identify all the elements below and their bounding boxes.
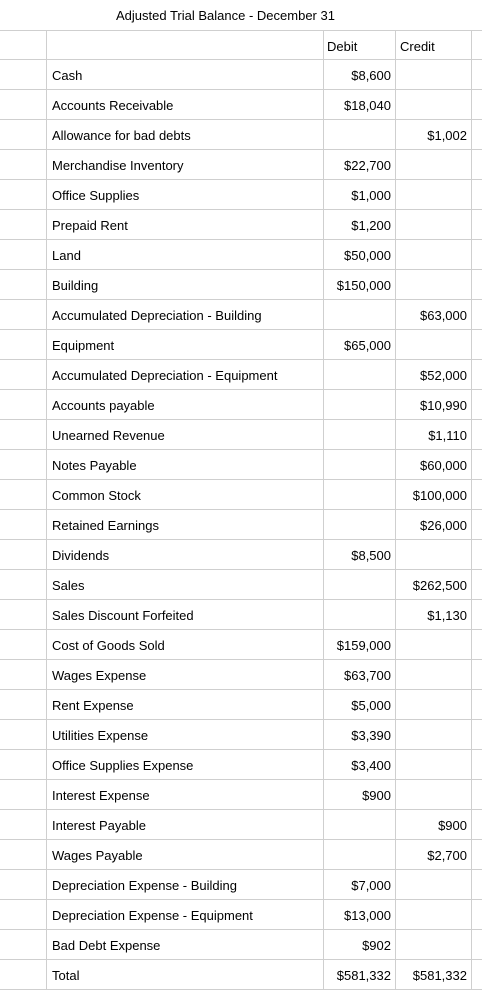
credit-cell[interactable] (396, 600, 472, 629)
debit-cell[interactable] (324, 420, 396, 449)
table-row (0, 840, 482, 870)
table-row (0, 150, 482, 180)
cell[interactable] (0, 750, 47, 779)
credit-cell[interactable] (396, 630, 472, 659)
account-name: Retained Earnings (52, 518, 159, 533)
account-cell[interactable] (47, 300, 324, 329)
debit-cell[interactable] (324, 630, 396, 659)
credit-amount: $60,000 (420, 458, 467, 473)
cell[interactable] (472, 150, 482, 179)
credit-cell[interactable] (396, 120, 472, 149)
account-name: Accounts payable (52, 398, 155, 413)
credit-amount: $581,332 (412, 968, 467, 983)
account-name: Interest Payable (52, 818, 146, 833)
debit-cell[interactable] (324, 570, 396, 599)
account-name: Wages Expense (52, 668, 147, 683)
cell[interactable] (472, 810, 482, 839)
table-row (0, 240, 482, 270)
cell[interactable] (472, 720, 482, 749)
debit-amount: $900 (362, 788, 391, 803)
table-row (0, 960, 482, 990)
table-row (0, 870, 482, 900)
debit-cell[interactable] (324, 360, 396, 389)
debit-amount: $581,332 (336, 968, 391, 983)
cell[interactable] (472, 420, 482, 449)
cell[interactable] (472, 570, 482, 599)
cell[interactable] (0, 810, 47, 839)
table-row (0, 210, 482, 240)
debit-amount: $3,400 (351, 758, 391, 773)
credit-cell[interactable] (396, 240, 472, 269)
account-cell[interactable] (47, 150, 324, 179)
account-name: Allowance for bad debts (52, 128, 191, 143)
credit-cell[interactable] (396, 270, 472, 299)
debit-cell[interactable] (324, 900, 396, 929)
debit-amount: $13,000 (344, 908, 391, 923)
account-name: Equipment (52, 338, 115, 353)
cell[interactable] (0, 660, 47, 689)
debit-cell[interactable] (324, 330, 396, 359)
cell[interactable] (0, 120, 47, 149)
cell[interactable] (0, 900, 47, 929)
debit-cell[interactable] (324, 540, 396, 569)
debit-cell[interactable] (324, 600, 396, 629)
credit-cell[interactable] (396, 420, 472, 449)
cell[interactable] (472, 960, 482, 989)
cell[interactable] (0, 240, 47, 269)
debit-cell[interactable] (324, 480, 396, 509)
debit-cell[interactable] (324, 930, 396, 959)
table-row (0, 750, 482, 780)
account-cell[interactable] (47, 780, 324, 809)
account-cell[interactable] (47, 210, 324, 239)
credit-cell[interactable] (396, 690, 472, 719)
credit-amount: $63,000 (420, 308, 467, 323)
debit-cell[interactable] (324, 150, 396, 179)
credit-cell[interactable] (396, 900, 472, 929)
account-name: Utilities Expense (52, 728, 149, 743)
debit-amount: $1,000 (351, 188, 391, 203)
account-name: Bad Debt Expense (52, 938, 161, 953)
cell[interactable] (472, 750, 482, 779)
cell[interactable] (472, 540, 482, 569)
debit-amount: $8,500 (351, 548, 391, 563)
account-cell[interactable] (47, 120, 324, 149)
credit-cell[interactable] (396, 210, 472, 239)
credit-cell[interactable] (396, 300, 472, 329)
cell[interactable] (472, 360, 482, 389)
cell[interactable] (0, 780, 47, 809)
debit-cell[interactable] (324, 90, 396, 119)
cell[interactable] (0, 630, 47, 659)
debit-amount: $5,000 (351, 698, 391, 713)
account-name: Depreciation Expense - Equipment (52, 908, 253, 923)
debit-header: Debit (327, 39, 358, 54)
credit-cell[interactable] (396, 180, 472, 209)
cell[interactable] (0, 930, 47, 959)
account-cell[interactable] (47, 870, 324, 899)
account-name: Total (52, 968, 80, 983)
cell[interactable] (472, 690, 482, 719)
account-name: Wages Payable (52, 848, 143, 863)
account-cell[interactable] (47, 510, 324, 539)
table-row (0, 570, 482, 600)
cell[interactable] (472, 240, 482, 269)
account-cell[interactable] (47, 750, 324, 779)
account-cell[interactable] (47, 390, 324, 419)
cell[interactable] (472, 900, 482, 929)
debit-cell[interactable] (324, 270, 396, 299)
cell[interactable] (472, 120, 482, 149)
credit-cell[interactable] (396, 810, 472, 839)
cell[interactable] (472, 31, 482, 59)
account-name: Accumulated Depreciation - Building (52, 308, 262, 323)
account-name: Office Supplies Expense (52, 758, 194, 773)
credit-cell[interactable] (396, 930, 472, 959)
account-cell[interactable] (47, 930, 324, 959)
cell[interactable] (472, 330, 482, 359)
table-row (0, 810, 482, 840)
cell[interactable] (472, 660, 482, 689)
account-name: Dividends (52, 548, 110, 563)
debit-cell[interactable] (324, 780, 396, 809)
table-row (0, 690, 482, 720)
cell[interactable] (0, 510, 47, 539)
account-name: Rent Expense (52, 698, 134, 713)
account-name: Cost of Goods Sold (52, 638, 165, 653)
table-row (0, 600, 482, 630)
credit-cell[interactable] (396, 960, 472, 989)
credit-amount: $1,130 (427, 608, 467, 623)
credit-amount: $52,000 (420, 368, 467, 383)
credit-cell[interactable] (396, 150, 472, 179)
debit-cell[interactable] (324, 60, 396, 89)
account-cell[interactable] (47, 660, 324, 689)
cell[interactable] (472, 180, 482, 209)
account-name: Land (52, 248, 81, 263)
cell[interactable] (0, 270, 47, 299)
cell[interactable] (0, 960, 47, 989)
debit-cell[interactable] (324, 870, 396, 899)
cell[interactable] (472, 480, 482, 509)
cell[interactable] (0, 150, 47, 179)
table-row (0, 90, 482, 120)
credit-amount: $1,002 (427, 128, 467, 143)
account-name: Building (52, 278, 99, 293)
cell[interactable] (0, 570, 47, 599)
account-name: Prepaid Rent (52, 218, 128, 233)
cell[interactable] (0, 210, 47, 239)
account-cell[interactable] (47, 840, 324, 869)
credit-cell[interactable] (396, 330, 472, 359)
table-row (0, 540, 482, 570)
cell[interactable] (0, 300, 47, 329)
cell[interactable] (472, 90, 482, 119)
credit-amount: $900 (438, 818, 467, 833)
cell[interactable] (472, 600, 482, 629)
debit-cell[interactable] (324, 390, 396, 419)
debit-cell[interactable] (324, 450, 396, 479)
debit-amount: $159,000 (336, 638, 391, 653)
credit-amount: $262,500 (412, 578, 467, 593)
debit-amount: $3,390 (351, 728, 391, 743)
credit-cell[interactable] (396, 480, 472, 509)
table-row (0, 180, 482, 210)
debit-cell[interactable] (324, 960, 396, 989)
sheet-title: Adjusted Trial Balance - December 31 (116, 8, 335, 23)
cell[interactable] (0, 420, 47, 449)
table-row (0, 360, 482, 390)
account-cell[interactable] (47, 330, 324, 359)
credit-amount: $26,000 (420, 518, 467, 533)
table-row (0, 720, 482, 750)
table-row (0, 60, 482, 90)
cell[interactable] (0, 600, 47, 629)
debit-cell[interactable] (324, 240, 396, 269)
credit-cell[interactable] (396, 510, 472, 539)
account-cell[interactable] (47, 480, 324, 509)
credit-amount: $1,110 (428, 428, 467, 443)
debit-amount: $18,040 (344, 98, 391, 113)
debit-amount: $50,000 (344, 248, 391, 263)
debit-cell[interactable] (324, 840, 396, 869)
cell[interactable] (0, 690, 47, 719)
cell[interactable] (472, 270, 482, 299)
account-cell[interactable] (47, 810, 324, 839)
cell[interactable] (472, 930, 482, 959)
debit-header-cell[interactable] (324, 31, 396, 59)
credit-header-cell[interactable] (396, 31, 472, 59)
cell[interactable] (0, 840, 47, 869)
cell[interactable] (0, 180, 47, 209)
cell[interactable] (0, 720, 47, 749)
cell[interactable] (47, 31, 324, 59)
cell[interactable] (0, 390, 47, 419)
account-name: Common Stock (52, 488, 141, 503)
account-cell[interactable] (47, 540, 324, 569)
account-cell[interactable] (47, 360, 324, 389)
account-cell[interactable] (47, 420, 324, 449)
account-name: Merchandise Inventory (52, 158, 184, 173)
table-row (0, 300, 482, 330)
account-name: Sales Discount Forfeited (52, 608, 194, 623)
account-cell[interactable] (47, 900, 324, 929)
table-row (0, 930, 482, 960)
account-cell[interactable] (47, 960, 324, 989)
credit-cell[interactable] (396, 870, 472, 899)
credit-amount: $100,000 (412, 488, 467, 503)
debit-cell[interactable] (324, 180, 396, 209)
account-name: Accounts Receivable (52, 98, 174, 113)
debit-cell[interactable] (324, 810, 396, 839)
account-name: Notes Payable (52, 458, 137, 473)
cell[interactable] (472, 780, 482, 809)
credit-cell[interactable] (396, 780, 472, 809)
account-cell[interactable] (47, 180, 324, 209)
cell[interactable] (0, 450, 47, 479)
credit-cell[interactable] (396, 450, 472, 479)
debit-amount: $63,700 (344, 668, 391, 683)
debit-cell[interactable] (324, 720, 396, 749)
account-name: Sales (52, 578, 85, 593)
credit-header: Credit (400, 39, 435, 54)
sheet-title-row (0, 4, 482, 30)
cell[interactable] (0, 60, 47, 89)
trial-balance-table (0, 30, 482, 990)
table-row (0, 330, 482, 360)
table-row (0, 780, 482, 810)
debit-cell[interactable] (324, 210, 396, 239)
account-cell[interactable] (47, 90, 324, 119)
debit-amount: $65,000 (344, 338, 391, 353)
table-row (0, 120, 482, 150)
cell[interactable] (472, 870, 482, 899)
credit-cell[interactable] (396, 840, 472, 869)
table-row (0, 270, 482, 300)
account-cell[interactable] (47, 570, 324, 599)
cell[interactable] (472, 60, 482, 89)
account-cell[interactable] (47, 60, 324, 89)
cell[interactable] (0, 540, 47, 569)
table-row (0, 390, 482, 420)
account-cell[interactable] (47, 690, 324, 719)
table-row (0, 420, 482, 450)
table-row (0, 660, 482, 690)
cell[interactable] (472, 390, 482, 419)
debit-cell[interactable] (324, 300, 396, 329)
debit-amount: $7,000 (351, 878, 391, 893)
debit-amount: $150,000 (336, 278, 391, 293)
debit-cell[interactable] (324, 690, 396, 719)
table-row (0, 450, 482, 480)
debit-amount: $902 (362, 938, 391, 953)
debit-amount: $22,700 (344, 158, 391, 173)
credit-cell[interactable] (396, 360, 472, 389)
credit-cell[interactable] (396, 750, 472, 779)
account-name: Accumulated Depreciation - Equipment (52, 368, 278, 383)
cell[interactable] (0, 360, 47, 389)
cell[interactable] (0, 480, 47, 509)
debit-cell[interactable] (324, 660, 396, 689)
table-row (0, 510, 482, 540)
credit-cell[interactable] (396, 570, 472, 599)
debit-cell[interactable] (324, 750, 396, 779)
cell[interactable] (0, 31, 47, 59)
credit-amount: $10,990 (420, 398, 467, 413)
cell[interactable] (472, 210, 482, 239)
credit-cell[interactable] (396, 60, 472, 89)
account-name: Cash (52, 68, 83, 83)
debit-cell[interactable] (324, 120, 396, 149)
table-row (0, 480, 482, 510)
account-cell[interactable] (47, 240, 324, 269)
credit-cell[interactable] (396, 390, 472, 419)
cell[interactable] (472, 300, 482, 329)
credit-cell[interactable] (396, 90, 472, 119)
account-name: Interest Expense (52, 788, 150, 803)
cell[interactable] (0, 90, 47, 119)
debit-cell[interactable] (324, 510, 396, 539)
account-cell[interactable] (47, 630, 324, 659)
account-cell[interactable] (47, 450, 324, 479)
cell[interactable] (0, 870, 47, 899)
credit-amount: $2,700 (427, 848, 467, 863)
debit-amount: $1,200 (351, 218, 391, 233)
header-row (0, 30, 482, 60)
table-row (0, 630, 482, 660)
credit-cell[interactable] (396, 660, 472, 689)
account-cell[interactable] (47, 600, 324, 629)
debit-amount: $8,600 (351, 68, 391, 83)
credit-cell[interactable] (396, 540, 472, 569)
cell[interactable] (472, 510, 482, 539)
account-name: Depreciation Expense - Building (52, 878, 237, 893)
cell[interactable] (0, 330, 47, 359)
account-cell[interactable] (47, 270, 324, 299)
cell[interactable] (472, 840, 482, 869)
cell[interactable] (472, 630, 482, 659)
cell[interactable] (472, 450, 482, 479)
account-name: Office Supplies (52, 188, 140, 203)
account-cell[interactable] (47, 720, 324, 749)
account-name: Unearned Revenue (52, 428, 165, 443)
credit-cell[interactable] (396, 720, 472, 749)
table-row (0, 900, 482, 930)
